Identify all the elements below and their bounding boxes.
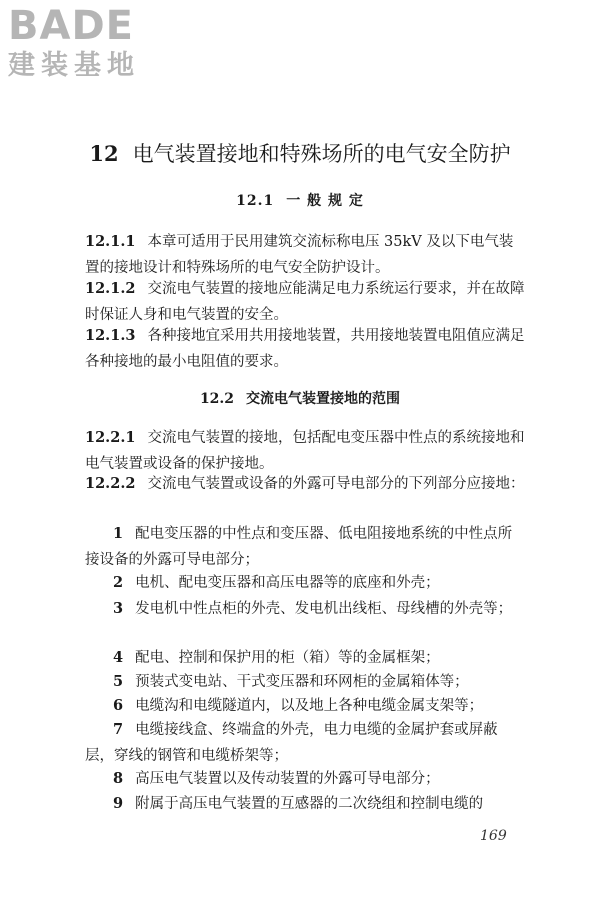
list-item-number: 6 [113, 697, 124, 714]
list-item-number: 2 [113, 574, 124, 591]
list-item-text: 高压电气装置以及传动装置的外露可导电部分； [135, 771, 440, 787]
list-item [85, 717, 525, 769]
clause-text: 本章可适用于民用建筑交流标称电压 35kV 及以下电气装置的接地设计和特殊场所的电气安全防护设计。 [85, 234, 514, 276]
section-title [0, 191, 600, 211]
list-item [85, 791, 525, 817]
list-item-number: 4 [113, 649, 124, 666]
list-item-text: 电缆沟和电缆隧道内，以及地上各种电缆金属支架等； [135, 698, 484, 714]
logo-wordmark: BADE [8, 3, 134, 49]
section-title-text: 一 般 规 定 [286, 193, 364, 209]
clause-number: 12.2.1 [85, 429, 136, 446]
list-item-text: 附属于高压电气装置的互感器的二次绕组和控制电缆的 [135, 796, 484, 812]
list-item [85, 596, 525, 622]
list-item-text: 配电变压器的中性点和变压器、低电阻接地系统的中性点所接设备的外露可导电部分； [85, 526, 513, 568]
section-number: 12.1 [236, 193, 275, 209]
clause [85, 323, 525, 375]
clause-number: 12.1.2 [85, 280, 136, 297]
list-item-number: 9 [113, 795, 124, 812]
page-number: 169 [480, 828, 507, 844]
clause-text: 交流电气装置的接地，包括配电变压器中性点的系统接地和电气装置或设备的保护接地。 [85, 430, 525, 472]
clause-number: 12.1.3 [85, 327, 136, 344]
chapter-title-text: 电气装置接地和特殊场所的电气安全防护 [132, 142, 511, 166]
list-item [85, 693, 525, 719]
clause [85, 276, 525, 328]
list-item-text: 电机、配电变压器和高压电器等的底座和外壳； [135, 575, 440, 591]
clause [85, 471, 525, 497]
clause-text: 交流电气装置的接地应能满足电力系统运行要求，并在故障时保证人身和电气装置的安全。 [85, 281, 525, 323]
chapter-title [0, 140, 600, 168]
clause [85, 229, 525, 281]
clause-number: 12.1.1 [85, 233, 136, 250]
list-item-number: 3 [113, 600, 124, 617]
section-title [0, 389, 600, 409]
logo-subtitle: 建装基地 [8, 50, 140, 81]
clause-number: 12.2.2 [85, 475, 136, 492]
list-item-text: 预装式变电站、干式变压器和环网柜的金属箱体等； [135, 674, 469, 690]
clause-text: 交流电气装置或设备的外露可导电部分的下列部分应接地： [147, 476, 525, 492]
clause [85, 425, 525, 477]
list-item-number: 8 [113, 770, 124, 787]
list-item-number: 7 [113, 721, 124, 738]
section-number: 12.2 [199, 391, 235, 407]
list-item-number: 1 [113, 525, 124, 542]
list-item [85, 570, 525, 596]
list-item [85, 521, 525, 573]
list-item-text: 配电、控制和保护用的柜（箱）等的金属框架； [135, 650, 440, 666]
chapter-number: 12 [89, 141, 119, 166]
section-title-text: 交流电气装置接地的范围 [246, 391, 401, 407]
list-item [85, 645, 525, 671]
list-item-number: 5 [113, 673, 124, 690]
list-item [85, 766, 525, 792]
list-item-text: 发电机中性点柜的外壳、发电机出线柜、母线槽的外壳等； [135, 601, 513, 617]
list-item-text: 电缆接线盒、终端盒的外壳，电力电缆的金属护套或屏蔽层，穿线的钢管和电缆桥架等； [85, 722, 498, 764]
clause-text: 各种接地宜采用共用接地装置，共用接地装置电阻值应满足各种接地的最小电阻值的要求。 [85, 328, 525, 370]
list-item [85, 669, 525, 695]
logo [8, 4, 140, 82]
